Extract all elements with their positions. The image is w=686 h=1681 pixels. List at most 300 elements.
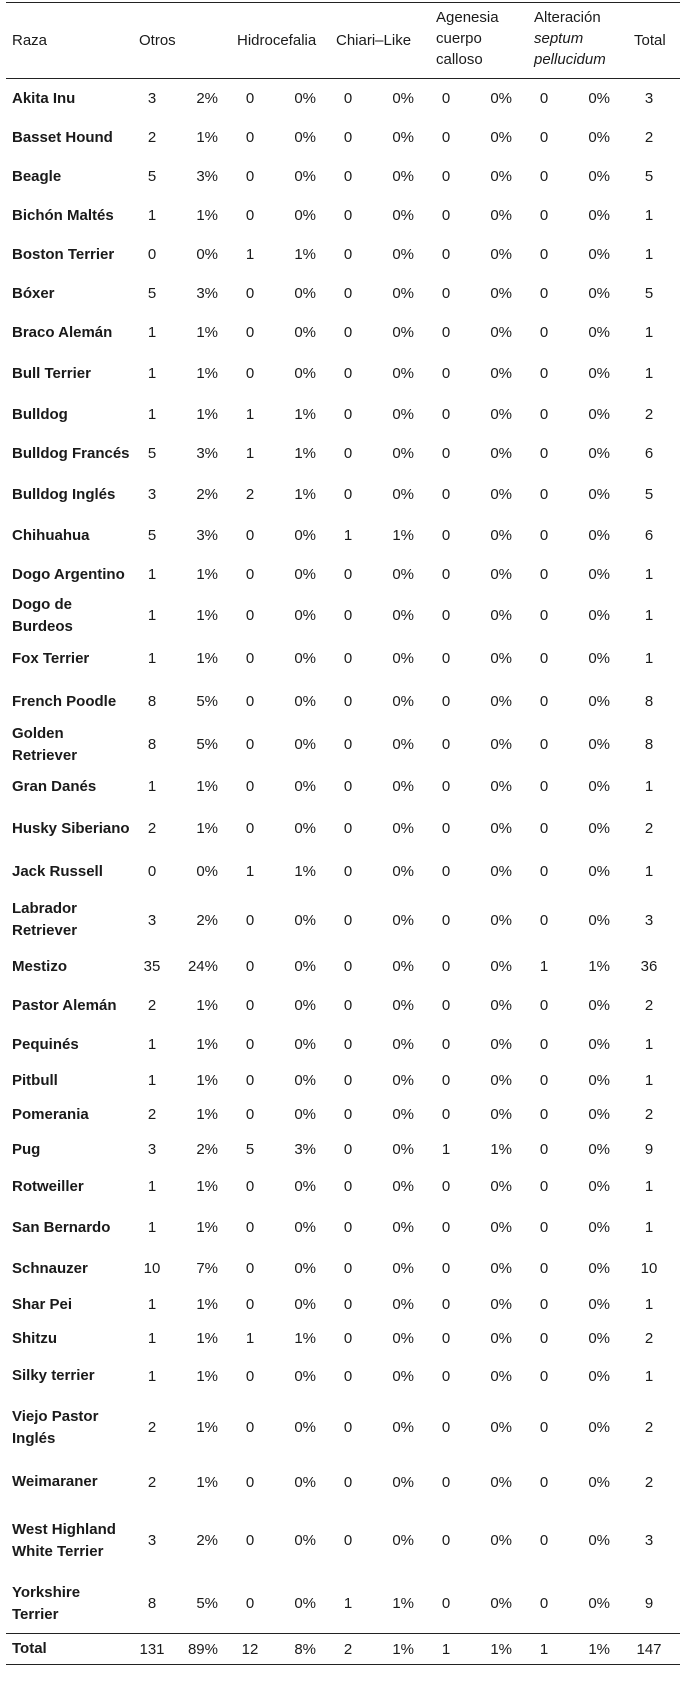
agenesia-pct: 0% bbox=[490, 1330, 512, 1347]
agenesia-pct: 0% bbox=[490, 486, 512, 503]
total-label: Total bbox=[12, 1640, 47, 1657]
chiari-count: 0 bbox=[343, 997, 353, 1014]
chiari-pct: 0% bbox=[392, 1330, 414, 1347]
agenesia-pct: 0% bbox=[490, 1595, 512, 1612]
hidrocefalia-pct: 0% bbox=[294, 1178, 316, 1195]
table-row bbox=[6, 1505, 680, 1576]
breed-name: Bulldog bbox=[12, 405, 68, 423]
breed-name: Rotweiller bbox=[12, 1177, 84, 1195]
agenesia-pct: 0% bbox=[490, 863, 512, 880]
alteracion-pct: 0% bbox=[588, 650, 610, 667]
chiari-count: 0 bbox=[343, 820, 353, 837]
table-row bbox=[6, 637, 680, 680]
otros-count: 1 bbox=[147, 324, 157, 341]
otros-pct: 5% bbox=[196, 1595, 218, 1612]
hidrocefalia-count: 0 bbox=[245, 1595, 255, 1612]
table-row bbox=[6, 1288, 680, 1321]
agenesia-count: 1 bbox=[441, 1640, 451, 1658]
alteracion-pct: 0% bbox=[588, 1178, 610, 1195]
breed-name: Shar Pei bbox=[12, 1295, 73, 1313]
hidrocefalia-count: 0 bbox=[245, 1419, 255, 1436]
hidrocefalia-count: 0 bbox=[245, 129, 255, 146]
breed-name: Pequinés bbox=[12, 1035, 79, 1053]
hidrocefalia-pct: 1% bbox=[294, 406, 316, 423]
table-row bbox=[6, 594, 680, 637]
alteracion-count: 0 bbox=[539, 1419, 549, 1436]
chiari-pct: 0% bbox=[392, 1367, 414, 1385]
agenesia-count: 0 bbox=[441, 207, 451, 224]
agenesia-pct: 0% bbox=[490, 1532, 512, 1549]
breed-name: Bull Terrier bbox=[12, 364, 91, 382]
alteracion-pct: 0% bbox=[588, 607, 610, 624]
total-count: 6 bbox=[644, 527, 654, 544]
chiari-count: 0 bbox=[343, 958, 353, 975]
hidrocefalia-pct: 0% bbox=[294, 527, 316, 544]
alteracion-count: 0 bbox=[539, 285, 549, 302]
table-row bbox=[6, 1097, 680, 1132]
breed-name: Pomerania bbox=[12, 1105, 89, 1123]
otros-pct: 1% bbox=[196, 1419, 218, 1436]
hidrocefalia-pct: 0% bbox=[294, 607, 316, 624]
alteracion-pct: 0% bbox=[588, 324, 610, 341]
agenesia-count: 0 bbox=[441, 820, 451, 837]
header-alteracion-line2: septum bbox=[534, 30, 584, 47]
agenesia-pct: 0% bbox=[490, 1419, 512, 1436]
agenesia-pct: 0% bbox=[490, 90, 512, 107]
total-count: 2 bbox=[644, 997, 654, 1014]
header-agenesia-line2: cuerpo bbox=[436, 30, 482, 47]
chiari-count: 0 bbox=[343, 863, 353, 880]
otros-count: 5 bbox=[147, 168, 157, 185]
breed-name: Pitbull bbox=[12, 1071, 58, 1089]
hidrocefalia-pct: 0% bbox=[294, 820, 316, 837]
table-row bbox=[6, 1459, 680, 1505]
breed-name: Fox Terrier bbox=[12, 649, 90, 667]
breed-name: Bulldog Inglés bbox=[12, 485, 116, 503]
total-count: 5 bbox=[644, 486, 654, 503]
total-count: 5 bbox=[644, 168, 654, 185]
otros-count: 1 bbox=[147, 1036, 157, 1053]
agenesia-pct: 1% bbox=[490, 1141, 512, 1158]
hidrocefalia-pct: 0% bbox=[294, 1595, 316, 1612]
header-otros: Otros bbox=[139, 32, 176, 49]
table-row bbox=[6, 1064, 680, 1097]
otros-count: 5 bbox=[147, 445, 157, 462]
chiari-count: 0 bbox=[343, 1141, 353, 1158]
breed-name: Viejo Pastor Inglés bbox=[12, 1407, 99, 1447]
hidrocefalia-count: 0 bbox=[245, 566, 255, 583]
chiari-pct: 0% bbox=[392, 820, 414, 837]
otros-pct: 1% bbox=[196, 207, 218, 224]
hidrocefalia-count: 0 bbox=[245, 778, 255, 795]
chiari-count: 0 bbox=[343, 1296, 353, 1313]
alteracion-pct: 0% bbox=[588, 1106, 610, 1123]
chiari-pct: 0% bbox=[392, 1072, 414, 1089]
header-agenesia-line3: calloso bbox=[436, 51, 483, 68]
chiari-count: 1 bbox=[343, 527, 353, 544]
agenesia-pct: 0% bbox=[490, 820, 512, 837]
table-row bbox=[6, 434, 680, 473]
hidrocefalia-count: 0 bbox=[245, 1072, 255, 1089]
breed-name: Pastor Alemán bbox=[12, 996, 117, 1014]
alteracion-pct: 0% bbox=[588, 911, 610, 929]
agenesia-count: 0 bbox=[441, 365, 451, 382]
alteracion-count: 0 bbox=[539, 693, 549, 710]
total-count: 9 bbox=[644, 1141, 654, 1158]
chiari-count: 0 bbox=[343, 607, 353, 624]
total-count: 1 bbox=[644, 324, 654, 341]
agenesia-pct: 0% bbox=[490, 1072, 512, 1089]
otros-pct: 1% bbox=[196, 365, 218, 382]
agenesia-count: 0 bbox=[441, 285, 451, 302]
agenesia-pct: 0% bbox=[490, 527, 512, 544]
otros-pct: 1% bbox=[196, 406, 218, 423]
alteracion-pct: 0% bbox=[588, 168, 610, 185]
chiari-pct: 0% bbox=[392, 736, 414, 753]
hidrocefalia-pct: 0% bbox=[294, 285, 316, 302]
alteracion-count: 0 bbox=[539, 778, 549, 795]
total-count: 2 bbox=[644, 1473, 654, 1491]
total-count: 8 bbox=[644, 693, 654, 710]
agenesia-pct: 0% bbox=[490, 324, 512, 341]
chiari-pct: 0% bbox=[392, 445, 414, 462]
chiari-count: 0 bbox=[343, 285, 353, 302]
agenesia-pct: 0% bbox=[490, 1367, 512, 1385]
agenesia-count: 0 bbox=[441, 1473, 451, 1491]
otros-count: 3 bbox=[147, 911, 157, 929]
agenesia-count: 0 bbox=[441, 90, 451, 107]
table-row bbox=[6, 893, 680, 947]
otros-pct: 2% bbox=[196, 486, 218, 503]
chiari-pct: 0% bbox=[392, 90, 414, 107]
total-count: 1 bbox=[644, 1219, 654, 1236]
alteracion-count: 1 bbox=[539, 958, 549, 975]
alteracion-count: 0 bbox=[539, 246, 549, 263]
total-count: 10 bbox=[640, 1260, 658, 1277]
hidrocefalia-count: 2 bbox=[245, 486, 255, 503]
hidrocefalia-count: 0 bbox=[245, 820, 255, 837]
hidrocefalia-count: 0 bbox=[245, 207, 255, 224]
agenesia-pct: 0% bbox=[490, 1106, 512, 1123]
breed-name: Golden Retriever bbox=[12, 724, 78, 764]
total-count: 9 bbox=[644, 1595, 654, 1612]
total-count: 1 bbox=[644, 1178, 654, 1195]
alteracion-count: 0 bbox=[539, 1330, 549, 1347]
otros-pct: 89% bbox=[187, 1640, 218, 1658]
chiari-count: 0 bbox=[343, 1072, 353, 1089]
otros-pct: 1% bbox=[196, 1296, 218, 1313]
header-alteracion-line1: Alteración bbox=[534, 9, 601, 26]
otros-count: 5 bbox=[147, 285, 157, 302]
alteracion-count: 0 bbox=[539, 1532, 549, 1549]
alteracion-count: 1 bbox=[539, 1640, 549, 1658]
agenesia-count: 0 bbox=[441, 246, 451, 263]
table-row bbox=[6, 1396, 680, 1459]
total-count: 1 bbox=[644, 607, 654, 624]
alteracion-count: 0 bbox=[539, 406, 549, 423]
total-count: 1 bbox=[644, 1036, 654, 1053]
alteracion-count: 0 bbox=[539, 820, 549, 837]
breed-name: Yorkshire Terrier bbox=[12, 1583, 81, 1623]
header-agenesia-line1: Agenesia bbox=[436, 9, 499, 26]
total-row bbox=[6, 1634, 680, 1664]
breed-name: French Poodle bbox=[12, 692, 117, 710]
alteracion-pct: 0% bbox=[588, 1473, 610, 1491]
table-row bbox=[6, 157, 680, 196]
total-count: 2 bbox=[644, 129, 654, 146]
otros-pct: 1% bbox=[196, 1330, 218, 1347]
agenesia-pct: 0% bbox=[490, 736, 512, 753]
agenesia-pct: 0% bbox=[490, 566, 512, 583]
chiari-pct: 0% bbox=[392, 1141, 414, 1158]
hidrocefalia-count: 1 bbox=[245, 445, 255, 462]
otros-pct: 2% bbox=[196, 911, 218, 929]
otros-pct: 5% bbox=[196, 736, 218, 753]
hidrocefalia-pct: 0% bbox=[294, 1473, 316, 1491]
alteracion-pct: 0% bbox=[588, 1219, 610, 1236]
total-count: 1 bbox=[644, 650, 654, 667]
hidrocefalia-count: 0 bbox=[245, 736, 255, 753]
alteracion-pct: 0% bbox=[588, 1367, 610, 1385]
chiari-pct: 1% bbox=[392, 527, 414, 544]
otros-count: 131 bbox=[139, 1640, 165, 1658]
otros-count: 1 bbox=[147, 1072, 157, 1089]
alteracion-pct: 0% bbox=[588, 1419, 610, 1436]
chiari-pct: 0% bbox=[392, 650, 414, 667]
table-row bbox=[6, 274, 680, 313]
alteracion-pct: 0% bbox=[588, 365, 610, 382]
chiari-pct: 0% bbox=[392, 1419, 414, 1436]
breed-name: Chihuahua bbox=[12, 526, 90, 544]
chiari-pct: 1% bbox=[392, 1595, 414, 1612]
total-count: 1 bbox=[644, 365, 654, 382]
chiari-pct: 0% bbox=[392, 911, 414, 929]
alteracion-pct: 1% bbox=[588, 958, 610, 975]
table-row bbox=[6, 235, 680, 274]
alteracion-pct: 0% bbox=[588, 90, 610, 107]
table-row bbox=[6, 79, 680, 118]
hidrocefalia-count: 0 bbox=[245, 1296, 255, 1313]
chiari-count: 0 bbox=[343, 1330, 353, 1347]
hidrocefalia-pct: 1% bbox=[294, 1330, 316, 1347]
hidrocefalia-count: 5 bbox=[245, 1141, 255, 1158]
breed-name: Silky terrier bbox=[12, 1367, 95, 1384]
chiari-pct: 1% bbox=[392, 1640, 414, 1658]
agenesia-count: 0 bbox=[441, 1367, 451, 1385]
chiari-pct: 0% bbox=[392, 958, 414, 975]
alteracion-pct: 0% bbox=[588, 820, 610, 837]
otros-pct: 2% bbox=[196, 1532, 218, 1549]
otros-pct: 3% bbox=[196, 285, 218, 302]
total-count: 1 bbox=[644, 1296, 654, 1313]
agenesia-count: 0 bbox=[441, 863, 451, 880]
chiari-count: 0 bbox=[343, 445, 353, 462]
alteracion-count: 0 bbox=[539, 736, 549, 753]
total-count: 2 bbox=[644, 820, 654, 837]
total-count: 2 bbox=[644, 1419, 654, 1436]
header-hidrocefalia: Hidrocefalia bbox=[237, 32, 317, 49]
otros-count: 1 bbox=[147, 365, 157, 382]
hidrocefalia-pct: 0% bbox=[294, 736, 316, 753]
hidrocefalia-pct: 0% bbox=[294, 207, 316, 224]
agenesia-count: 0 bbox=[441, 1532, 451, 1549]
hidrocefalia-pct: 0% bbox=[294, 1219, 316, 1236]
alteracion-pct: 0% bbox=[588, 406, 610, 423]
table-row bbox=[6, 850, 680, 893]
hidrocefalia-count: 0 bbox=[245, 958, 255, 975]
otros-pct: 1% bbox=[196, 997, 218, 1014]
otros-pct: 1% bbox=[196, 324, 218, 341]
hidrocefalia-count: 1 bbox=[245, 246, 255, 263]
alteracion-count: 0 bbox=[539, 607, 549, 624]
chiari-count: 0 bbox=[343, 365, 353, 382]
alteracion-count: 0 bbox=[539, 129, 549, 146]
chiari-pct: 0% bbox=[392, 1106, 414, 1123]
hidrocefalia-count: 12 bbox=[241, 1640, 259, 1658]
breed-name: San Bernardo bbox=[12, 1218, 111, 1236]
total-count: 6 bbox=[644, 445, 654, 462]
otros-count: 5 bbox=[147, 527, 157, 544]
otros-pct: 1% bbox=[196, 1219, 218, 1236]
otros-pct: 1% bbox=[196, 1367, 218, 1385]
hidrocefalia-count: 0 bbox=[245, 1260, 255, 1277]
table-row bbox=[6, 680, 680, 723]
table-row bbox=[6, 196, 680, 235]
otros-count: 8 bbox=[147, 693, 157, 710]
agenesia-pct: 0% bbox=[490, 246, 512, 263]
alteracion-pct: 0% bbox=[588, 778, 610, 795]
otros-count: 1 bbox=[147, 650, 157, 667]
alteracion-pct: 0% bbox=[588, 736, 610, 753]
chiari-pct: 0% bbox=[392, 1036, 414, 1053]
chiari-count: 0 bbox=[343, 566, 353, 583]
breed-name: Labrador Retriever bbox=[12, 900, 78, 939]
hidrocefalia-pct: 0% bbox=[294, 566, 316, 583]
alteracion-pct: 0% bbox=[588, 997, 610, 1014]
alteracion-count: 0 bbox=[539, 1141, 549, 1158]
otros-count: 1 bbox=[147, 566, 157, 583]
hidrocefalia-pct: 0% bbox=[294, 1367, 316, 1385]
otros-pct: 1% bbox=[196, 1072, 218, 1089]
hidrocefalia-count: 0 bbox=[245, 324, 255, 341]
chiari-pct: 0% bbox=[392, 1532, 414, 1549]
agenesia-count: 0 bbox=[441, 168, 451, 185]
hidrocefalia-pct: 1% bbox=[294, 246, 316, 263]
chiari-count: 0 bbox=[343, 129, 353, 146]
header-alteracion-line3: pellucidum bbox=[534, 51, 606, 68]
otros-pct: 1% bbox=[196, 1178, 218, 1195]
breed-name: Shitzu bbox=[12, 1329, 57, 1347]
alteracion-count: 0 bbox=[539, 863, 549, 880]
chiari-count: 0 bbox=[343, 324, 353, 341]
chiari-pct: 0% bbox=[392, 406, 414, 423]
otros-pct: 3% bbox=[196, 527, 218, 544]
chiari-count: 0 bbox=[343, 1419, 353, 1436]
agenesia-count: 0 bbox=[441, 527, 451, 544]
table-row bbox=[6, 986, 680, 1025]
hidrocefalia-pct: 0% bbox=[294, 365, 316, 382]
agenesia-pct: 0% bbox=[490, 778, 512, 795]
total-count: 1 bbox=[644, 1072, 654, 1089]
chiari-pct: 0% bbox=[392, 1219, 414, 1236]
agenesia-pct: 0% bbox=[490, 1219, 512, 1236]
hidrocefalia-pct: 0% bbox=[294, 650, 316, 667]
table-row bbox=[6, 1206, 680, 1249]
alteracion-pct: 0% bbox=[588, 1036, 610, 1053]
alteracion-pct: 0% bbox=[588, 445, 610, 462]
alteracion-count: 0 bbox=[539, 1595, 549, 1612]
bottom-rule bbox=[6, 1664, 680, 1665]
hidrocefalia-pct: 0% bbox=[294, 90, 316, 107]
alteracion-pct: 0% bbox=[588, 129, 610, 146]
table-row bbox=[6, 473, 680, 516]
breed-name: Braco Alemán bbox=[12, 323, 113, 341]
alteracion-count: 0 bbox=[539, 566, 549, 583]
hidrocefalia-pct: 0% bbox=[294, 1296, 316, 1313]
header-raza: Raza bbox=[12, 32, 48, 49]
hidrocefalia-count: 0 bbox=[245, 911, 255, 929]
agenesia-pct: 0% bbox=[490, 168, 512, 185]
hidrocefalia-count: 0 bbox=[245, 1473, 255, 1491]
otros-pct: 1% bbox=[196, 1036, 218, 1053]
breed-name: Bulldog Francés bbox=[12, 444, 130, 462]
otros-count: 3 bbox=[147, 1141, 157, 1158]
otros-pct: 1% bbox=[196, 566, 218, 583]
chiari-pct: 0% bbox=[392, 997, 414, 1014]
agenesia-count: 0 bbox=[441, 406, 451, 423]
header-alteracion bbox=[534, 7, 606, 70]
chiari-count: 0 bbox=[343, 406, 353, 423]
otros-pct: 1% bbox=[196, 1106, 218, 1123]
table-row bbox=[6, 395, 680, 434]
breed-name: Gran Danés bbox=[12, 777, 97, 795]
total-count: 1 bbox=[644, 246, 654, 263]
table-row bbox=[6, 352, 680, 395]
hidrocefalia-count: 0 bbox=[245, 997, 255, 1014]
hidrocefalia-count: 0 bbox=[245, 607, 255, 624]
hidrocefalia-pct: 0% bbox=[294, 324, 316, 341]
agenesia-pct: 0% bbox=[490, 1178, 512, 1195]
alteracion-count: 0 bbox=[539, 445, 549, 462]
hidrocefalia-pct: 3% bbox=[294, 1141, 316, 1158]
breed-name: Weimaraner bbox=[12, 1473, 98, 1490]
alteracion-count: 0 bbox=[539, 1178, 549, 1195]
chiari-count: 1 bbox=[343, 1595, 353, 1612]
chiari-pct: 0% bbox=[392, 693, 414, 710]
otros-pct: 1% bbox=[196, 820, 218, 837]
agenesia-pct: 0% bbox=[490, 1036, 512, 1053]
otros-pct: 5% bbox=[196, 693, 218, 710]
agenesia-count: 1 bbox=[441, 1141, 451, 1158]
agenesia-count: 0 bbox=[441, 445, 451, 462]
hidrocefalia-count: 0 bbox=[245, 365, 255, 382]
table-row bbox=[6, 723, 680, 766]
total-count: 1 bbox=[644, 207, 654, 224]
chiari-count: 0 bbox=[343, 486, 353, 503]
alteracion-count: 0 bbox=[539, 997, 549, 1014]
otros-pct: 0% bbox=[196, 863, 218, 880]
hidrocefalia-pct: 0% bbox=[294, 168, 316, 185]
agenesia-pct: 0% bbox=[490, 693, 512, 710]
agenesia-pct: 0% bbox=[490, 406, 512, 423]
total-count: 8 bbox=[644, 736, 654, 753]
hidrocefalia-pct: 0% bbox=[294, 693, 316, 710]
chiari-pct: 0% bbox=[392, 207, 414, 224]
total-count: 2 bbox=[644, 1106, 654, 1123]
agenesia-count: 0 bbox=[441, 736, 451, 753]
chiari-count: 0 bbox=[343, 1106, 353, 1123]
table-row bbox=[6, 1167, 680, 1206]
